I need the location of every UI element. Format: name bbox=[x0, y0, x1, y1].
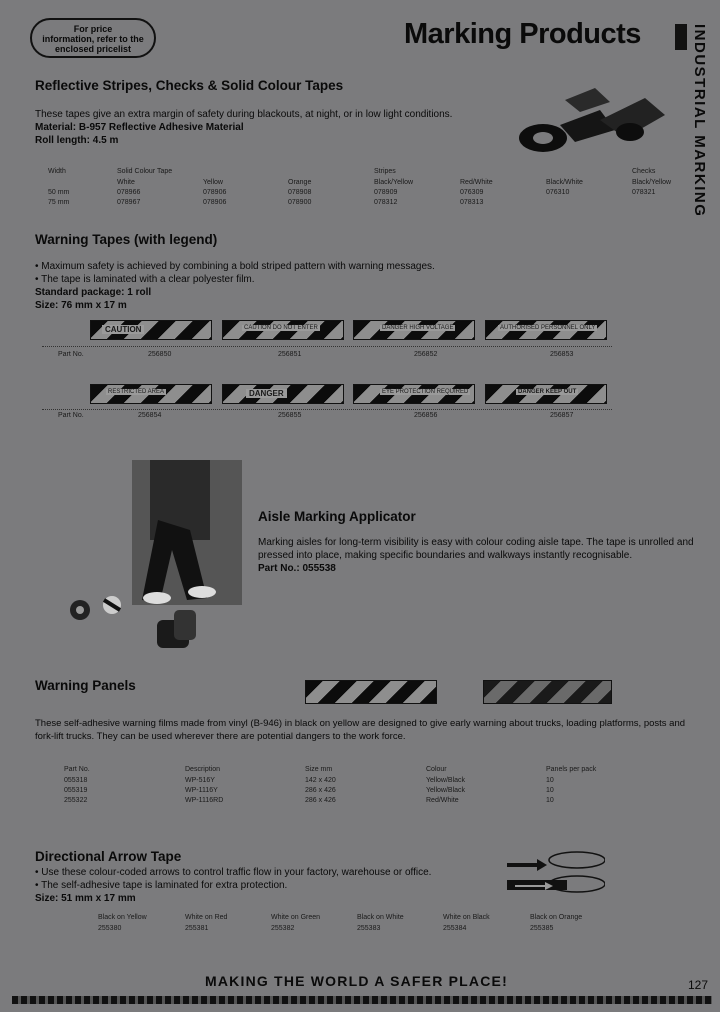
warning-bullet-2: • The tape is laminated with a clear polyester film. bbox=[35, 274, 255, 285]
reflective-intro: These tapes give an extra margin of safety during blackouts, at night, or in low light conditions. bbox=[35, 109, 453, 120]
col-label: Black/White bbox=[546, 179, 583, 186]
col-checks-header: Checks bbox=[632, 168, 656, 175]
panels-cell: 255322 bbox=[64, 797, 88, 804]
tape-legend: DANGER HIGH VOLTAGE bbox=[382, 325, 454, 331]
part-number: 256855 bbox=[278, 412, 302, 419]
arrow-bullet-1: • Use these colour-coded arrows to control traffic flow in your factory, warehouse or office. bbox=[35, 867, 432, 878]
panels-cell: WP-1116RD bbox=[185, 797, 224, 804]
row-width: 50 mm bbox=[48, 189, 70, 196]
arrow-part: 255381 bbox=[185, 925, 209, 932]
arrow-part: 255383 bbox=[357, 925, 381, 932]
arrow-bullet-2: • The self-adhesive tape is laminated for extra protection. bbox=[35, 880, 288, 891]
tape-legend: CAUTION DO NOT ENTER bbox=[244, 325, 318, 331]
part-number: 256853 bbox=[550, 351, 574, 358]
arrow-label: White on Green bbox=[271, 914, 321, 921]
title-mark bbox=[675, 24, 687, 50]
panels-cell: 055318 bbox=[64, 777, 88, 784]
panels-cell: Red/White bbox=[426, 797, 459, 804]
panel-image-red bbox=[483, 680, 612, 704]
tape-legend: CAUTION bbox=[102, 325, 144, 334]
arrow-size: Size: 51 mm x 17 mm bbox=[35, 893, 136, 904]
part-number: 256856 bbox=[414, 412, 438, 419]
col-solid-header: Solid Colour Tape bbox=[117, 168, 173, 175]
reflective-heading: Reflective Stripes, Checks & Solid Colour Tapes bbox=[35, 78, 344, 93]
panels-text-1: These self-adhesive warning films made from vinyl (B-946) in black on yellow are designed to give early warning about trucks, loading platforms, posts and bbox=[35, 718, 686, 729]
panels-cell: 10 bbox=[546, 777, 554, 784]
arrow-label: Black on White bbox=[357, 914, 404, 921]
cell-code: 078966 bbox=[117, 189, 141, 196]
tape-legend: DANGER bbox=[246, 389, 287, 398]
arrow-part: 255384 bbox=[443, 925, 467, 932]
panels-header: Description bbox=[185, 766, 221, 773]
divider bbox=[42, 346, 612, 347]
part-number: 256851 bbox=[278, 351, 302, 358]
reflective-roll: Roll length: 4.5 m bbox=[35, 135, 119, 146]
panels-cell: Yellow/Black bbox=[426, 787, 466, 794]
panels-header: Colour bbox=[426, 766, 447, 773]
col-label: Black/Yellow bbox=[632, 179, 672, 186]
arrow-part: 255385 bbox=[530, 925, 554, 932]
applicator-text-2: pressed into place, making specific boundaries and walkways instantly recognisable. bbox=[258, 550, 633, 561]
cell-code: 078906 bbox=[203, 199, 227, 206]
warning-size: Size: 76 mm x 17 m bbox=[35, 300, 127, 311]
panels-header: Part No. bbox=[64, 766, 90, 773]
tape-legend: AUTHORISED PERSONNEL ONLY bbox=[500, 325, 596, 331]
panels-cell: 055319 bbox=[64, 787, 88, 794]
side-label: INDUSTRIAL MARKING bbox=[691, 24, 708, 218]
panels-text-2: fork-lift trucks. They can be used wherever there are potential dangers to the work force. bbox=[35, 731, 406, 742]
tape-legend: DANGER KEEP OUT bbox=[518, 389, 577, 395]
col-stripes-header: Stripes bbox=[374, 168, 396, 175]
panels-cell: WP-1116Y bbox=[185, 787, 218, 794]
panels-cell: 142 x 420 bbox=[305, 777, 336, 784]
tape-legend: EYE PROTECTION REQUIRED bbox=[382, 389, 469, 395]
warning-tapes-heading: Warning Tapes (with legend) bbox=[35, 232, 218, 247]
cell-code: 078312 bbox=[374, 199, 398, 206]
part-number: 256850 bbox=[148, 351, 172, 358]
panels-cell: WP-516Y bbox=[185, 777, 215, 784]
cell-code: 078313 bbox=[460, 199, 484, 206]
col-label: Yellow bbox=[203, 179, 223, 186]
panels-cell: Yellow/Black bbox=[426, 777, 466, 784]
cell-code: 078321 bbox=[632, 189, 656, 196]
arrow-label: White on Red bbox=[185, 914, 228, 921]
part-label: Part No. bbox=[58, 412, 84, 419]
cell-code: 076309 bbox=[460, 189, 484, 196]
col-width-header: Width bbox=[48, 168, 66, 175]
panels-cell: 10 bbox=[546, 797, 554, 804]
cell-code: 078906 bbox=[203, 189, 227, 196]
row-width: 75 mm bbox=[48, 199, 70, 206]
arrow-part: 255380 bbox=[98, 925, 122, 932]
col-label: White bbox=[117, 179, 135, 186]
cell-code: 078900 bbox=[288, 199, 312, 206]
arrow-part: 255382 bbox=[271, 925, 295, 932]
panels-cell: 286 x 426 bbox=[305, 787, 336, 794]
part-number: 256857 bbox=[550, 412, 574, 419]
cell-code: 076310 bbox=[546, 189, 570, 196]
col-label: Black/Yellow bbox=[374, 179, 414, 186]
footer-rule bbox=[12, 996, 712, 1004]
part-label: Part No. bbox=[58, 351, 84, 358]
col-label: Red/White bbox=[460, 179, 493, 186]
col-label: Orange bbox=[288, 179, 312, 186]
divider bbox=[42, 409, 612, 410]
cell-code: 078909 bbox=[374, 189, 398, 196]
applicator-heading: Aisle Marking Applicator bbox=[258, 509, 416, 524]
pricelist-note: For price information, refer to the enclosed pricelist bbox=[30, 18, 156, 58]
arrow-label: White on Black bbox=[443, 914, 490, 921]
part-number: 256854 bbox=[138, 412, 162, 419]
applicator-text-1: Marking aisles for long-term visibility is easy with colour coding aisle tape. The tape is unrolled and bbox=[258, 537, 694, 548]
warning-bullet-1: • Maximum safety is achieved by combining a bold striped pattern with warning messages. bbox=[35, 261, 435, 272]
arrow-tape-image bbox=[505, 848, 605, 900]
panels-cell: 286 x 426 bbox=[305, 797, 336, 804]
reflective-material: Material: B-957 Reflective Adhesive Material bbox=[35, 122, 244, 133]
warning-package: Standard package: 1 roll bbox=[35, 287, 152, 298]
cell-code: 078967 bbox=[117, 199, 141, 206]
reflective-tape-rolls bbox=[505, 80, 675, 160]
panels-cell: 10 bbox=[546, 787, 554, 794]
page-number: 127 bbox=[688, 978, 709, 992]
part-number: 256852 bbox=[414, 351, 438, 358]
applicator-photo bbox=[62, 460, 244, 660]
applicator-part: Part No.: 055538 bbox=[258, 563, 336, 574]
page-title: Marking Products bbox=[404, 18, 641, 50]
panels-heading: Warning Panels bbox=[35, 678, 136, 693]
arrow-heading: Directional Arrow Tape bbox=[35, 849, 182, 864]
panels-header: Size mm bbox=[305, 766, 333, 773]
tape-legend: RESTRICTED AREA bbox=[108, 389, 165, 395]
panel-image-yellow bbox=[305, 680, 437, 704]
cell-code: 078908 bbox=[288, 189, 312, 196]
arrow-label: Black on Yellow bbox=[98, 914, 147, 921]
panels-header: Panels per pack bbox=[546, 766, 597, 773]
footer-slogan: MAKING THE WORLD A SAFER PLACE! bbox=[205, 973, 508, 989]
arrow-label: Black on Orange bbox=[530, 914, 583, 921]
